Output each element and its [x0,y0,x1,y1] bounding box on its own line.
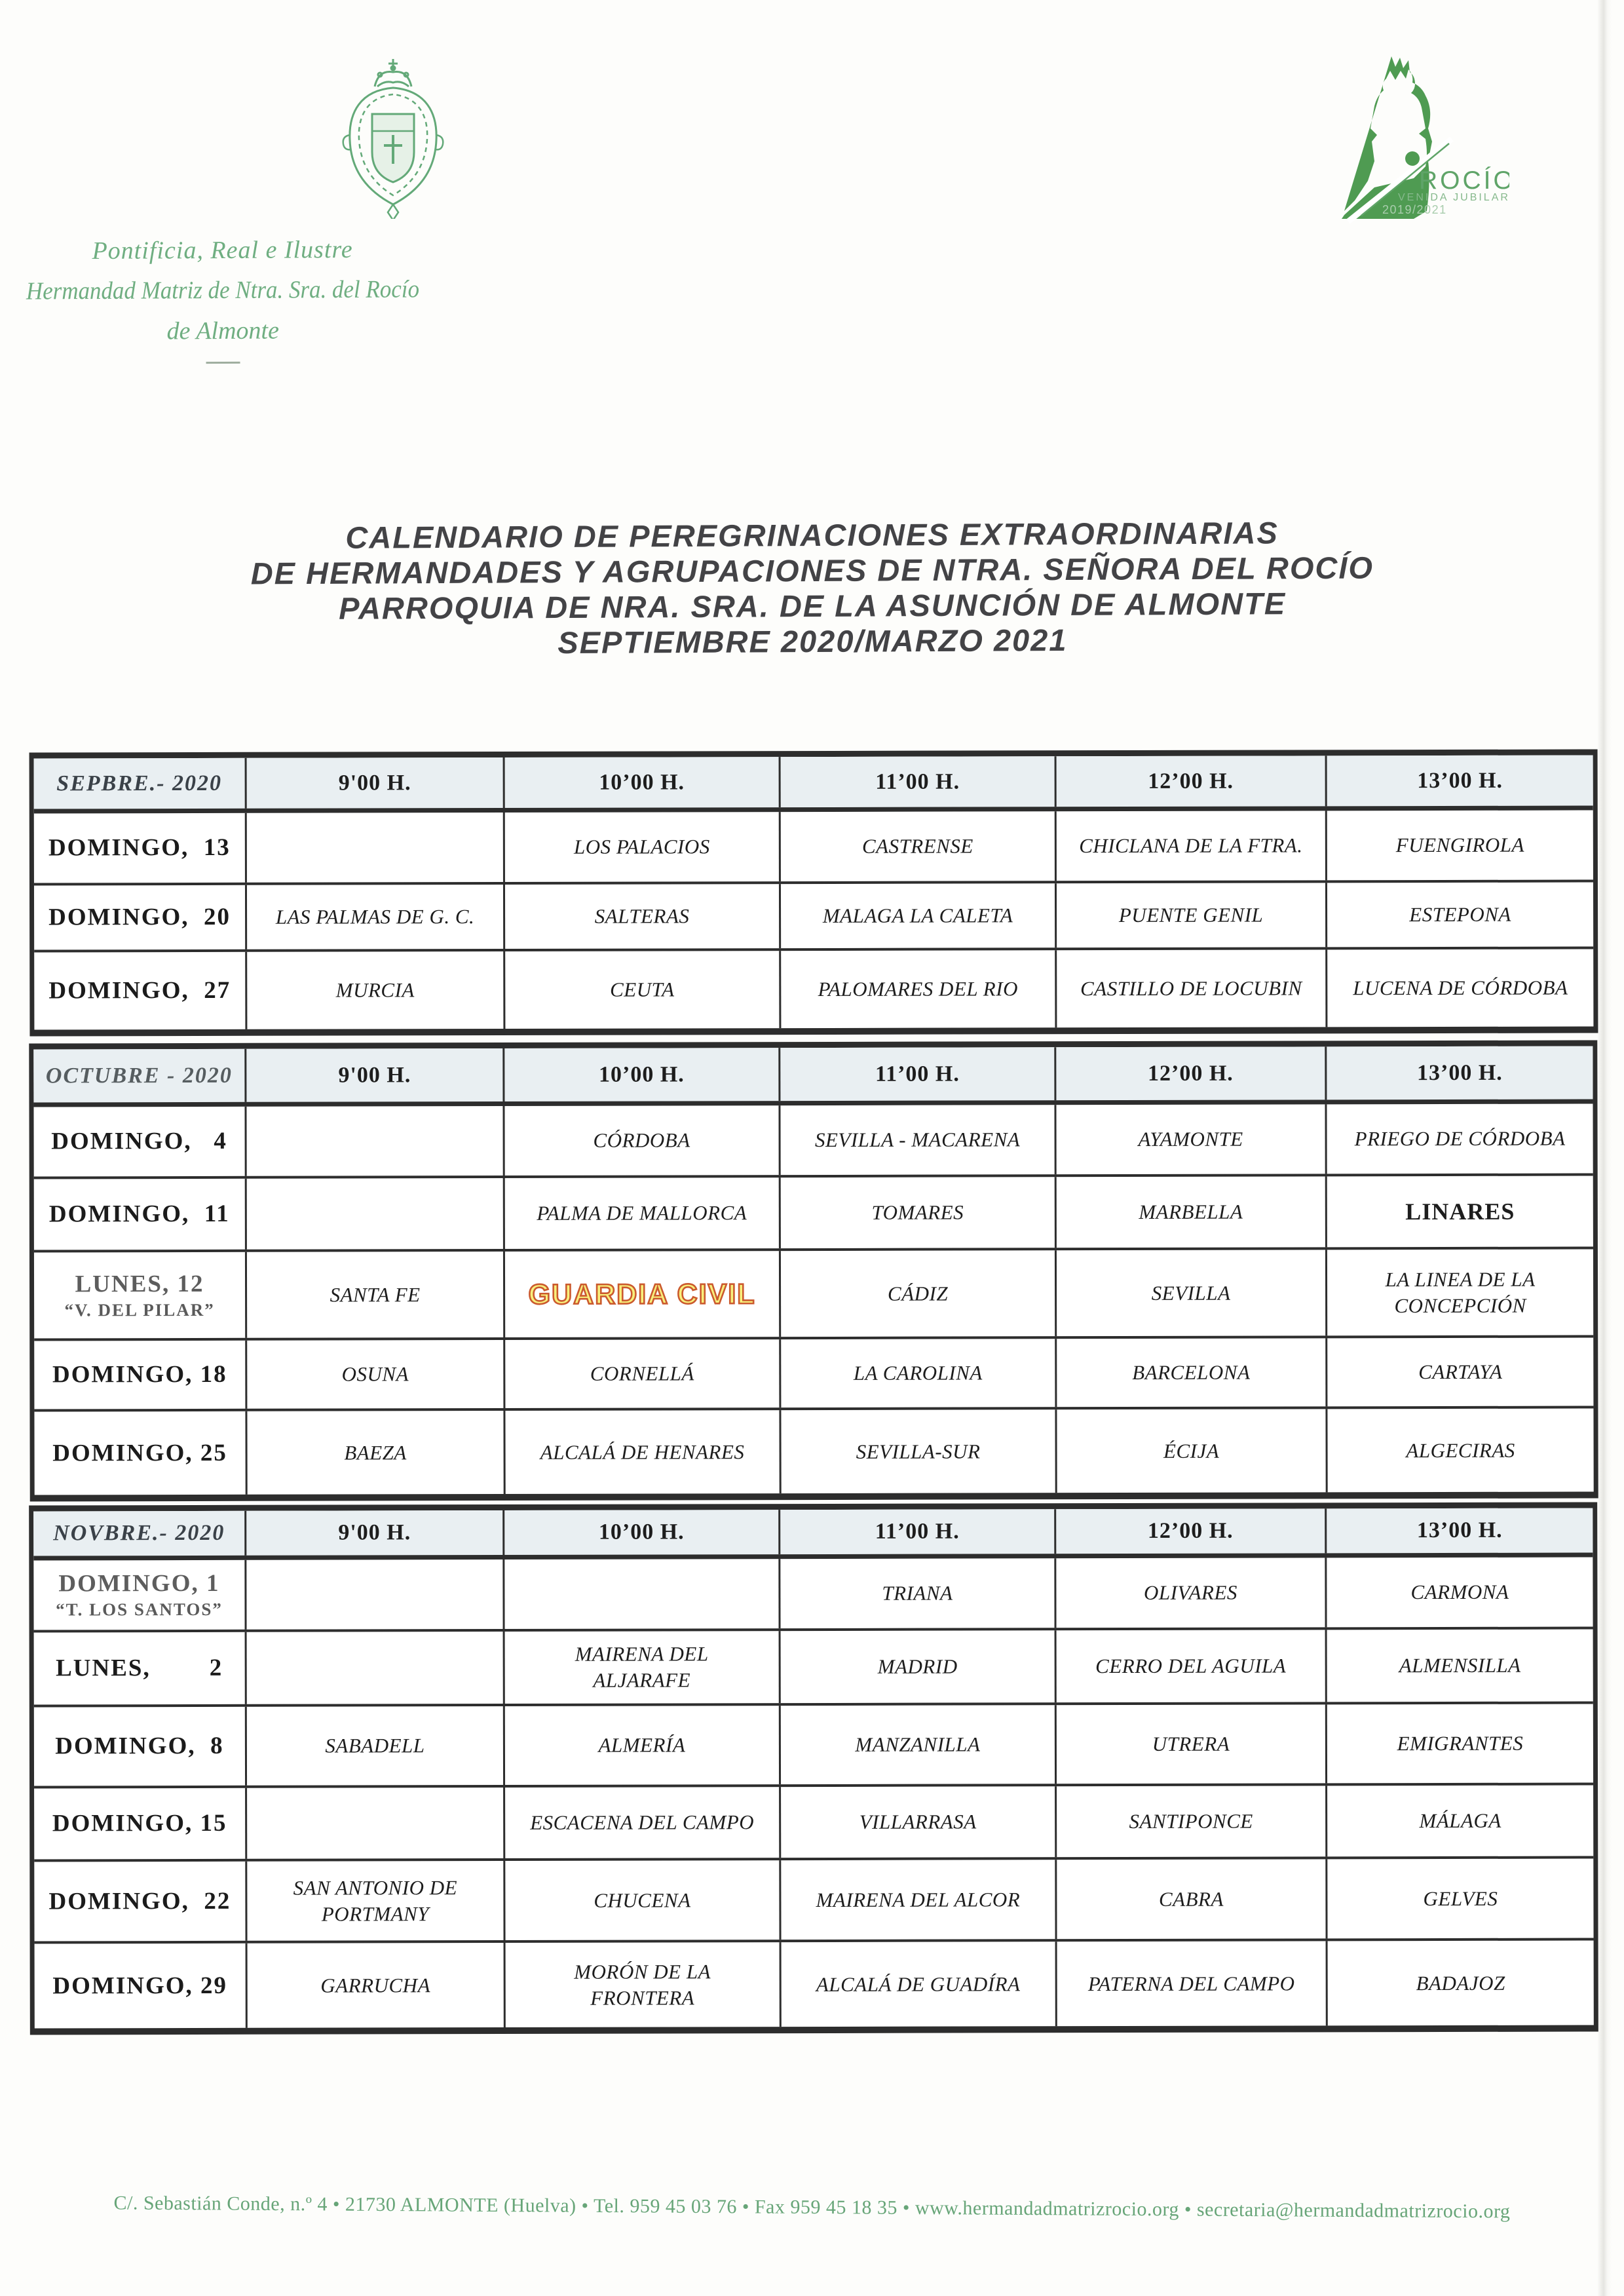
schedule-cell: ALCALÁ DE HENARES [505,1410,781,1494]
schedule-cell: SAN ANTONIO DE PORTMANY [247,1861,505,1941]
schedule-cell: GARRUCHA [248,1943,506,2028]
schedule-cell: VILLARRASA [781,1786,1057,1858]
table-row [34,1859,1593,1944]
schedule-cell: ESCACENA DEL CAMPO [505,1787,781,1858]
empty-cell [247,1178,505,1250]
schedule-cell: SANTA FE [247,1252,505,1338]
table-row [34,1409,1593,1495]
table-row [34,1704,1593,1789]
month-label: SEPBRE.- 2020 [34,758,247,809]
schedule-cell: CHUCENA [505,1860,781,1940]
schedule-cell: TRIANA [780,1558,1056,1628]
schedule-cell: SANTIPONCE [1057,1786,1327,1857]
schedule-cell: MAIRENA DEL ALJARAFE [505,1631,781,1704]
schedule-cell: CHICLANA DE LA FTRA. [1057,811,1327,881]
schedule-cell: EMIGRANTES [1397,1731,1524,1755]
day-label: DOMINGO, 13 [48,833,231,862]
schedule-cell: ESTEPONA [1409,902,1511,927]
day-label: DOMINGO, 27 [48,976,231,1004]
schedule-cell: MAIRENA DEL ALCOR [781,1860,1057,1940]
day-label: DOMINGO, 22 [48,1887,231,1915]
jubilee-years-text: 2019/2021 [1382,203,1447,216]
schedule-cell: MORÓN DE LA FRONTERA [506,1942,782,2027]
schedule-cell: ALMENSILLA [1399,1653,1521,1677]
letterhead-rule [206,362,240,364]
schedule-cell: CARTAYA [1418,1360,1503,1384]
empty-cell [247,1632,505,1704]
table-row [34,949,1593,1030]
day-label: DOMINGO, 15 [52,1809,227,1837]
month-label: OCTUBRE - 2020 [33,1049,246,1103]
time-header-1000: 10’00 H. [504,1510,780,1555]
schedule-cell: SALTERAS [505,884,781,949]
time-header-1300: 13’00 H. [1416,1060,1503,1085]
document-title [157,514,1467,662]
table-header-row [33,1508,1593,1561]
schedule-cell: ÉCIJA [1057,1409,1327,1493]
schedule-cell: MANZANILLA [781,1705,1057,1784]
day-label: DOMINGO, 1 [58,1569,220,1598]
hermandad-crest-icon [334,56,452,219]
time-header-1300: 13’00 H. [1417,768,1503,793]
virgen-del-rocio-silhouette-icon [1335,50,1509,225]
title-line-4: SEPTIEMBRE 2020/MARZO 2021 [557,622,1068,660]
schedule-cell: SEVILLA - MACARENA [780,1105,1056,1175]
day-sublabel: “V. DEL PILAR” [64,1299,215,1320]
calendar-table-november [29,1502,1598,2035]
schedule-cell: OLIVARES [1056,1558,1327,1628]
schedule-cell: CÓRDOBA [504,1105,780,1176]
time-header-1100: 11’00 H. [780,1509,1056,1554]
empty-cell [504,1559,780,1629]
schedule-cell: CÁDIZ [781,1250,1057,1337]
table-row [33,1104,1593,1179]
day-sublabel: “T. LOS SANTOS” [56,1599,223,1620]
time-header-1100: 11’00 H. [780,1047,1056,1101]
schedule-cell: MÁLAGA [1419,1808,1501,1833]
title-line-3: PARROQUIA DE NRA. SRA. DE LA ASUNCIÓN DE ALMONTE [339,586,1287,626]
empty-cell [246,1559,504,1630]
schedule-cell: OSUNA [247,1340,505,1409]
table-row [33,1558,1593,1633]
empty-cell [246,1106,504,1176]
table-header-row [33,1046,1593,1107]
table-row [34,883,1593,953]
jubilee-name-text: ROCÍO [1419,166,1509,195]
time-header-0900: 9'00 H. [246,1048,504,1102]
scan-edge-artifact [1597,0,1612,2296]
day-label: DOMINGO, 18 [52,1360,227,1388]
schedule-cell: LOS PALACIOS [505,812,781,882]
schedule-cell: LA CAROLINA [781,1339,1057,1407]
schedule-cell: CABRA [1057,1859,1327,1939]
month-label: NOVBRE.- 2020 [33,1511,246,1556]
calendar-table-september [29,749,1598,1036]
schedule-cell: TOMARES [781,1177,1057,1248]
title-line-1: CALENDARIO DE PEREGRINACIONES EXTRAORDINARIAS [345,515,1279,555]
schedule-cell: FUENGIROLA [1395,833,1524,857]
jubilee-subtitle-text: VENIDA JUBILAR [1398,192,1509,203]
schedule-cell: MARBELLA [1057,1176,1327,1248]
schedule-cell: UTRERA [1057,1704,1327,1784]
empty-cell [247,1788,505,1859]
schedule-cell: MALAGA LA CALETA [781,883,1057,948]
schedule-cell: CERRO DEL AGUILA [1057,1630,1327,1702]
schedule-cell: CEUTA [505,951,781,1029]
schedule-cell: BADAJOZ [1416,1971,1505,1995]
empty-cell [247,813,505,883]
time-header-1200: 12’00 H. [1056,1508,1327,1554]
schedule-cell: MADRID [781,1630,1057,1703]
schedule-cell: PUENTE GENIL [1057,883,1327,947]
letterhead-line-1: Pontificia, Real e Ilustre [92,235,353,265]
schedule-cell: LINARES [1405,1198,1515,1225]
schedule-cell: SABADELL [247,1706,505,1786]
schedule-cell: ALGECIRAS [1406,1438,1515,1462]
schedule-cell: ALCALÁ DE GUADÍRA [782,1942,1057,2027]
time-header-1200: 12’00 H. [1057,756,1327,807]
venida-jubilar-logo [1335,50,1509,225]
day-label: DOMINGO, 8 [55,1732,224,1760]
schedule-cell: SEVILLA-SUR [781,1409,1057,1493]
table-row [34,1338,1593,1412]
table-header-row [34,756,1593,814]
time-header-1100: 11’00 H. [781,756,1057,807]
table-row [34,1630,1593,1708]
time-header-0900: 9'00 H. [247,757,505,809]
schedule-cell: PALMA DE MALLORCA [505,1177,781,1249]
time-header-1200: 12’00 H. [1056,1046,1327,1100]
schedule-cell: CASTRENSE [781,811,1057,881]
schedule-cell: LUCENA DE CÓRDOBA [1353,976,1568,1000]
day-label: LUNES, 12 [75,1270,204,1297]
table-row [34,1250,1593,1341]
time-header-1000: 10’00 H. [505,757,781,808]
time-header-1300: 13’00 H. [1416,1518,1503,1543]
table-row [35,1941,1594,2029]
schedule-cell: MURCIA [247,951,505,1029]
day-label: DOMINGO, 11 [48,1200,230,1228]
schedule-cell: BARCELONA [1057,1338,1327,1407]
guardia-civil-stamp: GUARDIA CIVIL [505,1251,781,1337]
calendar-table-october [29,1040,1598,1501]
schedule-cell: CASTILLO DE LOCUBIN [1057,949,1327,1027]
schedule-cell: PALOMARES DEL RIO [781,950,1057,1028]
letterhead-line-2: Hermandad Matriz de Ntra. Sra. del Rocío [26,275,420,305]
contact-footer: C/. Sebastián Conde, n.º 4 • 21730 ALMONTE (Huelva) • Tel. 959 45 03 76 • Fax 959 45 18 35 • www.hermandadmatrizrocio.org • secretaria@hermandadmatrizrocio.org [113,2192,1511,2223]
letterhead-line-3: de Almonte [166,316,280,345]
schedule-cell: GELVES [1423,1886,1498,1910]
schedule-cell: AYAMONTE [1056,1104,1327,1174]
table-row [34,1176,1593,1253]
schedule-cell: BAEZA [247,1411,505,1495]
schedule-cell: LA LINEA DE LA CONCEPCIÓN [1385,1267,1536,1317]
schedule-cell: ALMERÍA [505,1706,781,1785]
title-line-2: DE HERMANDADES Y AGRUPACIONES DE NTRA. SEÑORA DEL ROCÍO [250,550,1374,591]
day-label: DOMINGO, 20 [48,903,231,931]
schedule-cell: CARMONA [1410,1580,1509,1604]
day-label: DOMINGO, 4 [51,1127,227,1155]
day-label: LUNES, 2 [56,1654,223,1682]
time-header-1000: 10’00 H. [504,1048,780,1101]
table-row [34,811,1593,886]
letterhead [0,229,446,365]
time-header-0900: 9'00 H. [246,1510,504,1556]
table-row [34,1786,1593,1862]
schedule-cell: PATERNA DEL CAMPO [1057,1941,1328,2026]
day-label: DOMINGO, 25 [52,1439,227,1466]
schedule-cell: SEVILLA [1057,1250,1327,1336]
schedule-cell: PRIEGO DE CÓRDOBA [1354,1126,1566,1151]
day-label: DOMINGO, 29 [52,1972,228,1999]
schedule-cell: CORNELLÁ [505,1339,781,1408]
schedule-cell: LAS PALMAS DE G. C. [247,885,505,949]
